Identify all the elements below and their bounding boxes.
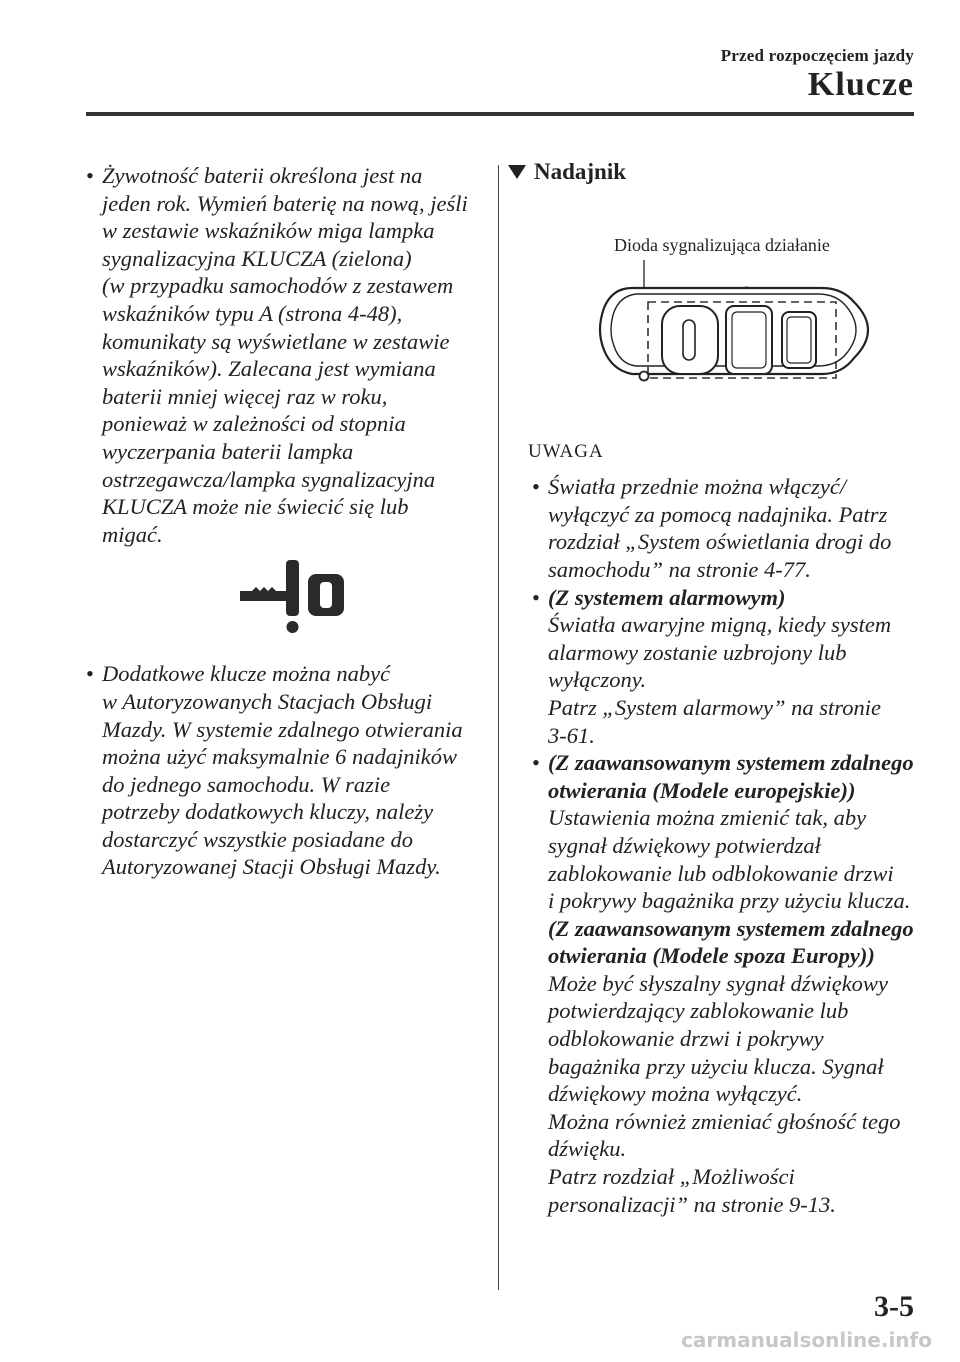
bullet-dot: • [86, 163, 94, 188]
note-item [530, 584, 922, 750]
page-number: 3-5 [874, 1290, 914, 1323]
bullet-additional-keys [84, 660, 484, 881]
triangle-marker-icon [508, 165, 526, 179]
page-title: Klucze [807, 66, 914, 103]
note-item [530, 749, 922, 1218]
bullet-battery-life-text: Żywotność baterii określona jest na jeden rok. Wymień baterię na nową, jeśli w zestawie wskaźników miga lampka sygnalizacyjna KLUCZA (zielona) (w przypadku samochodów z zestawem wskaźników typu A (strona 4-48), komunikaty są wyświetlane w zestawie wskaźników). Zalecana jest wymiana baterii mniej więcej raz w roku, ponieważ w zależności od stopnia wyczerpania baterii lampka ostrzegawcza/lampka sygnalizacyjna KLUCZA może nie świecić się lub migać. [102, 163, 468, 547]
right-column [522, 158, 922, 1218]
note-text: Światła awaryjne migną, kiedy system alarmowy zostanie uzbrojony lub wyłączony. Patrz „System alarmowy” na stronie 3-61. [548, 612, 892, 748]
bullet-dot: • [532, 750, 540, 776]
left-column [84, 162, 484, 881]
key-warning-icon [238, 560, 348, 640]
label-operation-indicator: Dioda sygnalizująca działanie [614, 234, 830, 255]
header-divider [86, 112, 914, 116]
key-warning-icon-container [84, 560, 484, 652]
note-item [530, 473, 922, 583]
column-divider [498, 165, 499, 1290]
transmitter-illustration [592, 250, 892, 390]
section-heading-text: Nadajnik [534, 159, 627, 184]
note-list [522, 473, 922, 1218]
bullet-dot: • [532, 584, 540, 610]
note-heading: UWAGA [528, 440, 604, 462]
transmitter-figure [522, 186, 922, 434]
section-heading-transmitter [508, 158, 922, 186]
bullet-dot: • [86, 661, 94, 687]
note-text: Może być słyszalny sygnał dźwiękowy potwierdzający zablokowanie lub odblokowanie drzwi i pokrywy bagażnika przy użyciu klucza. Sygnał dźwiękowy można wyłączyć. Można również zmieniać głośność tego dźwięku. Patrz rozdział „Możliwości personalizacji” na stronie 9-13. [548, 970, 901, 1217]
note-condition: (Z zaawansowanym systemem zdalnego otwierania (Modele europejskie)) [548, 750, 914, 803]
note-condition: (Z systemem alarmowym) [548, 584, 786, 610]
note-text: Światła przednie można włączyć/ wyłączyć za pomocą nadajnika. Patrz rozdział „System oświetlania drogi do samochodu” na stronie 4-77. [548, 474, 892, 582]
bullet-additional-keys-text: Dodatkowe klucze można nabyć w Autoryzowanych Stacjach Obsługi Mazdy. W systemie zdalnego otwierania można użyć maksymalnie 6 nadajników do jednego samochodu. W razie potrzeby dodatkowych kluczy, należy dostarczyć wszystkie posiadane do Autoryzowanej Stacji Obsługi Mazdy. [102, 661, 463, 880]
header-section-title: Przed rozpoczęciem jazdy [720, 46, 914, 65]
note-condition: (Z zaawansowanym systemem zdalnego otwierania (Modele spoza Europy)) [548, 915, 914, 969]
bullet-battery-life [84, 162, 484, 548]
bullet-dot: • [532, 474, 540, 500]
watermark: carmanualsonline.info [681, 1328, 932, 1352]
note-text: Ustawienia można zmienić tak, aby sygnał dźwiękowy potwierdzał zablokowanie lub odblokowanie drzwi i pokrywy bagażnika przy użyciu klucza. [548, 805, 911, 914]
